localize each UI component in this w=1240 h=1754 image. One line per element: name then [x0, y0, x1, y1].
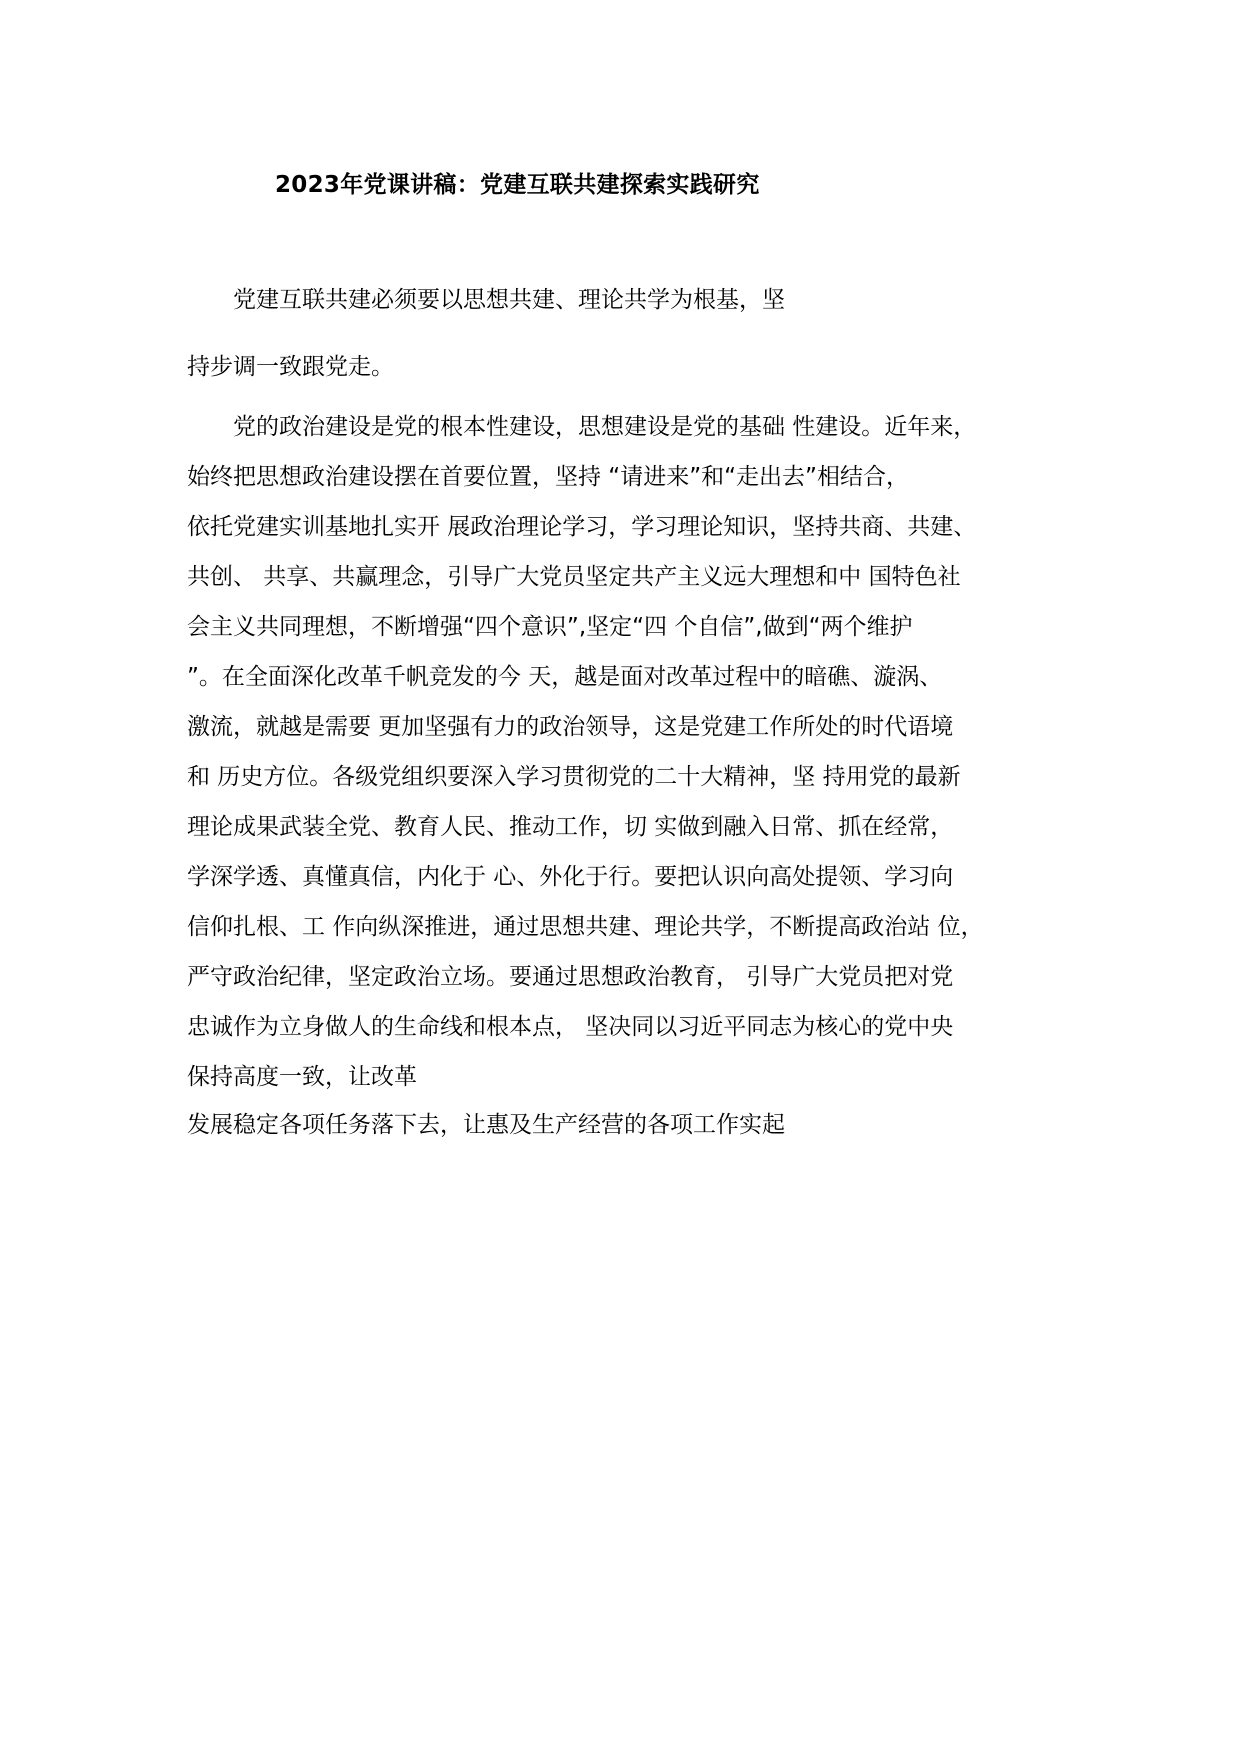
- text-line: 党建互联共建必须要以思想共建、理论共学为根基，坚: [187, 287, 785, 313]
- text-line: 信仰扎根、工 作向纵深推进，通过思想共建、理论共学，不断提高政治站 位，: [187, 914, 984, 940]
- text-line: 发展稳定各项任务落下去，让惠及生产经营的各项工作实起: [187, 1112, 785, 1138]
- text-line: 始终把思想政治建设摆在首要位置，坚持 “请进来”和“走出去”相结合，: [187, 464, 909, 490]
- text-line: 依托党建实训基地扎实开 展政治理论学习，学习理论知识，坚持共商、共建、: [187, 514, 977, 540]
- text-line: 严守政治纪律，坚定政治立场。要通过思想政治教育， 引导广大党员把对党: [187, 964, 954, 990]
- text-line: 和 历史方位。各级党组织要深入学习贯彻党的二十大精神，坚 持用党的最新: [187, 764, 961, 790]
- text-line: 理论成果武装全党、教育人民、推动工作，切 实做到融入日常、抓在经常，: [187, 814, 954, 840]
- text-line: 会主义共同理想，不断增强“四个意识”,坚定“四 个自信”,做到“两个维护: [187, 614, 913, 640]
- text-line: 持步调一致跟党走。: [187, 354, 394, 380]
- text-line: 党的政治建设是党的根本性建设，思想建设是党的基础 性建设。近年来，: [187, 414, 977, 440]
- text-line: 保持高度一致，让改革: [187, 1064, 417, 1090]
- text-line: 共创、 共享、共赢理念，引导广大党员坚定共产主义远大理想和中 国特色社: [187, 564, 961, 590]
- text-line: 学深学透、真懂真信，内化于 心、外化于行。要把认识向高处提领、学习向: [187, 864, 954, 890]
- text-line: 激流，就越是需要 更加坚强有力的政治领导，这是党建工作所处的时代语境: [187, 714, 954, 740]
- document-title: 2023年党课讲稿：党建互联共建探索实践研究: [275, 172, 760, 198]
- text-line: 忠诚作为立身做人的生命线和根本点， 坚决同以习近平同志为核心的党中央: [187, 1014, 954, 1040]
- text-line: ”。在全面深化改革千帆竞发的今 天，越是面对改革过程中的暗礁、漩涡、: [187, 664, 943, 690]
